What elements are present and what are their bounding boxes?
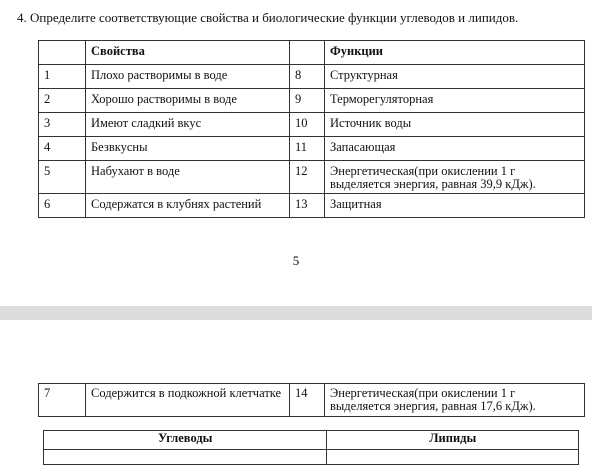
function-number: 8 — [290, 65, 325, 89]
property-cell: Содержатся в клубнях растений — [86, 194, 290, 218]
row-number: 3 — [39, 113, 86, 137]
table-header-row — [39, 41, 585, 65]
row-number: 7 — [39, 384, 86, 417]
function-cell: Терморегуляторная — [325, 89, 585, 113]
property-cell: Плохо растворимы в воде — [86, 65, 290, 89]
function-cell: Энергетическая(при окислении 1 г выделяется энергия, равная 39,9 кДж). — [325, 161, 585, 194]
row-number: 2 — [39, 89, 86, 113]
function-cell: Защитная — [325, 194, 585, 218]
header-carbohydrates: Углеводы — [44, 431, 327, 450]
table-row — [39, 194, 585, 218]
property-cell: Имеют сладкий вкус — [86, 113, 290, 137]
header-lipids: Липиды — [327, 431, 579, 450]
page-number: 5 — [292, 253, 300, 268]
property-cell: Содержится в подкожной клетчатке — [86, 384, 290, 417]
function-number: 10 — [290, 113, 325, 137]
function-number: 13 — [290, 194, 325, 218]
row-number: 6 — [39, 194, 86, 218]
header-functions: Функции — [325, 41, 585, 65]
function-number: 9 — [290, 89, 325, 113]
properties-functions-table — [38, 40, 585, 218]
table-row — [39, 161, 585, 194]
property-cell: Безвкусны — [86, 137, 290, 161]
table-row — [39, 384, 585, 417]
answer-header-row — [44, 431, 579, 450]
function-cell: Источник воды — [325, 113, 585, 137]
function-cell: Запасающая — [325, 137, 585, 161]
lipids-answer-cell[interactable] — [327, 450, 579, 465]
header-properties: Свойства — [86, 41, 290, 65]
header-empty-cell — [39, 41, 86, 65]
table-row — [39, 65, 585, 89]
table-row — [39, 113, 585, 137]
task-text: 4. Определите соответствующие свойства и биологические функции углеводов и липидов. — [17, 10, 519, 25]
property-cell: Набухают в воде — [86, 161, 290, 194]
row-number: 1 — [39, 65, 86, 89]
table-row — [39, 137, 585, 161]
page-break-divider — [0, 306, 592, 320]
answer-row — [44, 450, 579, 465]
continuation-table — [38, 383, 585, 417]
carbohydrates-answer-cell[interactable] — [44, 450, 327, 465]
row-number: 4 — [39, 137, 86, 161]
function-number: 14 — [290, 384, 325, 417]
row-number: 5 — [39, 161, 86, 194]
property-cell: Хорошо растворимы в воде — [86, 89, 290, 113]
answer-table — [43, 430, 579, 465]
table-row — [39, 89, 585, 113]
function-cell: Энергетическая(при окислении 1 г выделяется энергия, равная 17,6 кДж). — [325, 384, 585, 417]
header-empty-cell — [290, 41, 325, 65]
function-number: 12 — [290, 161, 325, 194]
function-cell: Структурная — [325, 65, 585, 89]
function-number: 11 — [290, 137, 325, 161]
